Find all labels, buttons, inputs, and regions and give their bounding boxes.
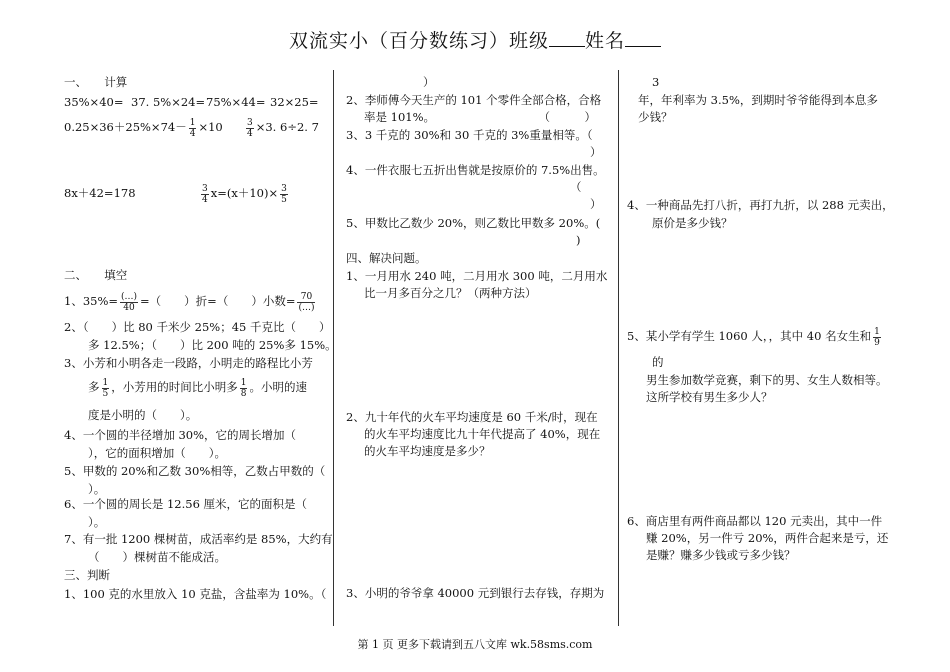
- solve-q2-line3: 的火车平均速度是多少？: [364, 444, 491, 458]
- calc-item: $\frac{3}{4}$ ×3. 6÷2. 7: [247, 117, 319, 139]
- fill-q5-line1: 5、甲数的 20%和乙数 30%相等，乙数占甲数的（: [64, 464, 326, 478]
- page-title: 双流实小（百分数练习）班级 姓名: [0, 26, 950, 53]
- fill-q5-line2: ）。: [88, 482, 106, 496]
- fill-q2-line1: 2、（ ）比 80 千米少 25%；45 千克比（ ）: [64, 320, 331, 334]
- solve-q6-line1: 6、商店里有两件商品都以 120 元卖出，其中一件: [627, 514, 883, 528]
- fraction: $\frac{1}{4}$: [189, 117, 196, 139]
- fill-q1: 1、35%= $\frac{(\dots)}{40}$ =（ ）折=（ ）小数= $\frac{70}{(\dots)}$: [64, 291, 315, 313]
- fill-q3-line3: 度是小明的（ ）。: [88, 408, 198, 422]
- fraction: $\frac{1}{9}$: [874, 326, 880, 348]
- judge-q4-line3: ）: [590, 197, 602, 211]
- judge-q4-line2: （: [570, 180, 582, 194]
- judge-q1: 1、100 克的水里放入 10 克盐，含盐率为 10%。（: [64, 587, 327, 601]
- fraction: $\frac{3}{4}$: [202, 183, 208, 205]
- solve-q3-line3: 年，年利率为 3.5%，到期时爷爷能得到本息多: [638, 93, 878, 107]
- judge-q2-line2: 率是 101%。 （ ）: [364, 110, 597, 124]
- fill-q3-line1: 3、小芳和小明各走一段路，小明走的路程比小芳: [64, 356, 313, 370]
- section-judge-heading: 三、判断: [64, 568, 110, 582]
- solve-q2-line1: 2、九十年代的火车平均速度是 60 千米/时，现在: [346, 410, 598, 424]
- judge-q4-line1: 4、一件衣服七五折出售就是按原价的 7.5%出售。: [346, 163, 605, 177]
- fill-q4-line1: 4、一个圆的半径增加 30%，它的周长增加（: [64, 428, 297, 442]
- solve-q6-line2: 赚 20%，另一件亏 20%，两件合起来是亏，还: [646, 531, 889, 545]
- fraction: $\frac{(\dots)}{40}$: [121, 291, 138, 313]
- name-blank: [625, 32, 661, 47]
- fill-q4-line2: ），它的面积增加（ ）。: [88, 446, 226, 460]
- solve-q4-line1: 4、一种商品先打八折，再打九折，以 288 元卖出，: [627, 198, 894, 212]
- fraction: $\frac{3}{4}$: [247, 117, 253, 139]
- page-footer: 第 1 页 更多下载请到五八文库 wk.58sms.com: [357, 638, 593, 651]
- solve-q6-line3: 是赚？赚多少钱或亏多少钱？: [646, 548, 796, 562]
- solve-q5-line2: 的: [652, 355, 664, 369]
- fill-q3-line2: 多 $\frac{1}{5}$ ，小芳用的时间比小明多 $\frac{1}{8}$ 。小明的速: [88, 377, 307, 399]
- calc-item: 35%×40=: [64, 95, 124, 109]
- solve-q1-line2: 比一月多百分之几？（两种方法）: [364, 286, 537, 300]
- fill-q7-line1: 7、有一批 1200 棵树苗，成活率约是 85%，大约有: [64, 532, 333, 546]
- fraction: $\frac{3}{5}$: [281, 183, 287, 205]
- solve-q4-line2: 原价是多少钱？: [652, 216, 733, 230]
- solve-q5-line3: 男生参加数学竞赛，剩下的男、女生人数相等。: [646, 373, 888, 387]
- judge-q3-line1: 3、3 千克的 30%和 30 千克的 3%重量相等。（: [346, 128, 593, 142]
- fill-q2-line2: 多 12.5%；（ ）比 200 吨的 25%多 15%。: [88, 338, 337, 352]
- section-fill-heading: 二、 填空: [64, 268, 128, 282]
- solve-q5-line4: 这所学校有男生多少人？: [646, 390, 773, 404]
- calc-item: 32×25=: [270, 95, 319, 109]
- solve-q3-line2: 3: [652, 75, 660, 89]
- fraction: $\frac{1}{5}$: [102, 377, 109, 399]
- calc-item: 0.25×36＋25%×74－ $\frac{1}{4}$ ×10: [64, 117, 223, 139]
- fill-q7-line2: （ ）棵树苗不能成活。: [88, 550, 226, 564]
- solve-q3-line1: 3、小明的爷爷拿 40000 元到银行去存钱，存期为: [346, 586, 605, 600]
- judge-q5-line1: 5、甲数比乙数少 20%，则乙数比甲数多 20%。(: [346, 216, 601, 230]
- judge-q2-line1: 2、李师傅今天生产的 101 个零件全部合格，合格: [346, 93, 602, 107]
- judge-q1-end: ）: [423, 75, 435, 89]
- section-solve-heading: 四、解决问题。: [346, 251, 427, 265]
- fill-q6-line2: ）。: [88, 515, 106, 529]
- fill-q6-line1: 6、一个圆的周长是 12.56 厘米，它的面积是（: [64, 497, 308, 511]
- fraction: $\frac{70}{(\dots)}$: [298, 291, 315, 313]
- fraction: $\frac{1}{8}$: [240, 377, 247, 399]
- solve-q5-line1: 5、某小学有学生 1060 人，，其中 40 名女生和 $\frac{1}{9}$: [627, 326, 880, 348]
- calc-item: $\frac{3}{4}$ x=(x＋10)× $\frac{3}{5}$: [202, 183, 287, 205]
- judge-q3-line2: ）: [590, 145, 602, 159]
- calc-item: 37. 5%×24=: [131, 95, 206, 109]
- calc-item: 75%×44=: [206, 95, 266, 109]
- solve-q2-line2: 的火车平均速度比九十年代提高了 40%，现在: [364, 427, 601, 441]
- calc-item: 8x＋42=178: [64, 186, 136, 200]
- section-calc-heading: 一、 计算: [64, 75, 128, 89]
- column-divider-2: [618, 70, 619, 626]
- solve-q1-line1: 1、一月用水 240 吨，二月用水 300 吨，二月用水: [346, 269, 608, 283]
- class-blank: [549, 32, 585, 47]
- solve-q3-line4: 少钱？: [638, 110, 673, 124]
- judge-q5-line2: ): [576, 233, 581, 247]
